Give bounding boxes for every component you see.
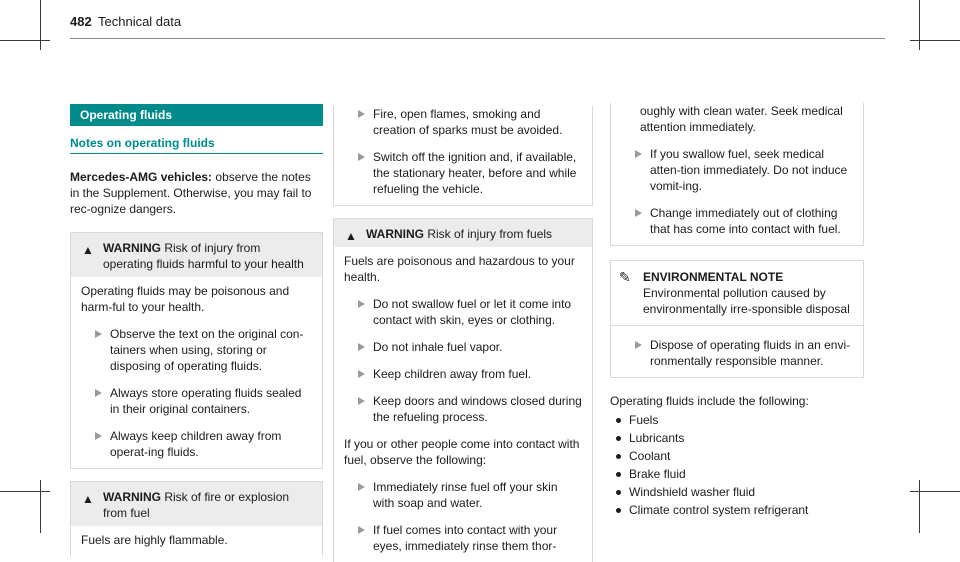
environmental-note-label: ENVIRONMENTAL NOTE: [643, 270, 784, 284]
warning-text: Fuels are poisonous and hazardous to your health.: [344, 254, 575, 284]
arrow-icon: [95, 330, 102, 338]
environmental-note-box: [610, 260, 864, 378]
subheading: Notes on operating fluids: [70, 135, 323, 154]
arrow-icon: [635, 341, 642, 349]
arrow-icon: [358, 343, 365, 351]
warning-text: Operating fluids may be poisonous and harm-ful to your health.: [81, 284, 290, 314]
list-item: [344, 522, 582, 554]
warning-label: WARNING: [103, 241, 161, 255]
bullet-icon: [616, 490, 621, 495]
list-item: [81, 326, 312, 374]
list-item-text: Do not inhale fuel vapor.: [373, 340, 503, 354]
list-item-text: Climate control system refrigerant: [629, 503, 809, 517]
header-rule: [70, 38, 885, 39]
warning-box: [70, 232, 323, 469]
intro-paragraph: [70, 169, 323, 217]
list-item: [344, 149, 582, 197]
warning-label: WARNING: [366, 227, 424, 241]
environmental-note-body: [611, 337, 863, 377]
list-item-text: If fuel comes into contact with your eyes, immediately rinse them thor-: [373, 523, 558, 553]
crop-mark: [910, 40, 960, 41]
list-item-text: Immediately rinse fuel off your skin with soap and water.: [373, 480, 558, 510]
warning-icon: ▲: [82, 492, 94, 506]
list-item: [610, 466, 864, 482]
warning-body: [334, 106, 592, 205]
warning-body: [71, 277, 322, 468]
list-item: [344, 393, 582, 425]
column-2: [333, 106, 593, 562]
list-item: [610, 448, 864, 464]
page-number: 482: [70, 14, 92, 29]
warning-body: [71, 526, 322, 556]
list-item: [344, 366, 582, 382]
chapter-banner: Operating fluids: [70, 104, 323, 126]
fluids-list-intro: Operating fluids include the following:: [610, 394, 809, 408]
list-item-text: Fire, open flames, smoking and creation of sparks must be avoided.: [373, 107, 563, 137]
warning-box: [70, 481, 323, 556]
bullet-icon: [616, 436, 621, 441]
list-item: [610, 484, 864, 500]
list-item-text: Brake fluid: [629, 467, 686, 481]
bullet-icon: [616, 454, 621, 459]
fluids-list: [610, 412, 864, 518]
bullet-icon: [616, 418, 621, 423]
list-item-text: Dispose of operating fluids in an envi-ronmentally responsible manner.: [650, 338, 851, 368]
arrow-icon: [358, 110, 365, 118]
arrow-icon: [95, 389, 102, 397]
warning-header: [71, 482, 322, 526]
list-item-text: Lubricants: [629, 431, 685, 445]
list-item-text: Change immediately out of clothing that has come into contact with fuel.: [650, 206, 841, 236]
list-item: [621, 205, 853, 237]
arrow-icon: [358, 483, 365, 491]
list-item: [344, 296, 582, 328]
crop-mark: [0, 491, 50, 492]
arrow-icon: [635, 150, 642, 158]
list-item-text: Keep children away from fuel.: [373, 367, 532, 381]
list-item: [344, 339, 582, 355]
warning-label: WARNING: [103, 490, 161, 504]
warning-icon: ▲: [345, 229, 357, 243]
crop-mark: [919, 0, 920, 50]
list-item-text: Coolant: [629, 449, 671, 463]
warning-body: [611, 103, 863, 245]
environmental-note-title: Environmental pollution caused by environmentally irre-sponsible disposal: [643, 286, 850, 316]
warning-title: Risk of injury from operating fluids harmful to your health: [103, 241, 304, 271]
arrow-icon: [358, 153, 365, 161]
list-item: [610, 502, 864, 518]
bullet-icon: [616, 472, 621, 477]
intro-text: observe the notes in the Supplement. Otherwise, you may fail to rec-ognize dangers.: [70, 170, 312, 216]
section-title: Technical data: [98, 14, 182, 29]
bullet-icon: [616, 508, 621, 513]
list-item-text: Always keep children away from operat-ing fluids.: [110, 429, 282, 459]
list-item-text: Always store operating fluids sealed in their original containers.: [110, 386, 302, 416]
list-item-text: Switch off the ignition and, if available, the stationary heater, before and while refueling the vehicle.: [373, 150, 577, 196]
list-item: [344, 106, 582, 138]
warning-text: oughly with clean water. Seek medical attention immediately.: [640, 104, 843, 134]
list-item-text: Windshield washer fluid: [629, 485, 756, 499]
column-1: [70, 103, 323, 556]
list-item-text: Observe the text on the original con-tainers when using, storing or disposing of operating fluids.: [110, 327, 304, 373]
crop-mark: [40, 0, 41, 50]
arrow-icon: [358, 397, 365, 405]
crop-mark: [910, 491, 960, 492]
warning-body: [334, 247, 592, 562]
crop-mark: [919, 480, 920, 533]
arrow-icon: [635, 209, 642, 217]
warning-text: If you or other people come into contact with fuel, observe the following:: [344, 437, 580, 467]
arrow-icon: [95, 432, 102, 440]
arrow-icon: [358, 300, 365, 308]
crop-mark: [40, 480, 41, 533]
warning-box: [333, 218, 593, 562]
warning-title: Risk of injury from fuels: [424, 227, 553, 241]
list-item: [81, 428, 312, 460]
warning-box-continued: [610, 103, 864, 246]
column-3: [610, 103, 864, 518]
warning-header: [71, 233, 322, 277]
list-item: [81, 385, 312, 417]
warning-icon: ▲: [82, 243, 94, 257]
warning-title: Risk of fire or explosion from fuel: [103, 490, 290, 520]
list-item: [621, 146, 853, 194]
arrow-icon: [358, 370, 365, 378]
list-item-text: Fuels: [629, 413, 659, 427]
list-item: [610, 430, 864, 446]
leaf-icon: ✎: [619, 269, 631, 285]
list-item-text: If you swallow fuel, seek medical atten-tion immediately. Do not induce vomit-ing.: [650, 147, 848, 193]
warning-text: Fuels are highly flammable.: [81, 533, 228, 547]
list-item-text: Do not swallow fuel or let it come into contact with skin, eyes or clothing.: [373, 297, 572, 327]
warning-header: [334, 219, 592, 247]
environmental-note-header: [611, 261, 863, 326]
warning-box-continued: [333, 106, 593, 206]
list-item: [344, 479, 582, 511]
list-item-text: Keep doors and windows closed during the refueling process.: [373, 394, 582, 424]
crop-mark: [0, 40, 50, 41]
intro-bold: Mercedes-AMG vehicles:: [70, 170, 213, 184]
list-item: [610, 412, 864, 428]
list-item: [621, 337, 853, 369]
